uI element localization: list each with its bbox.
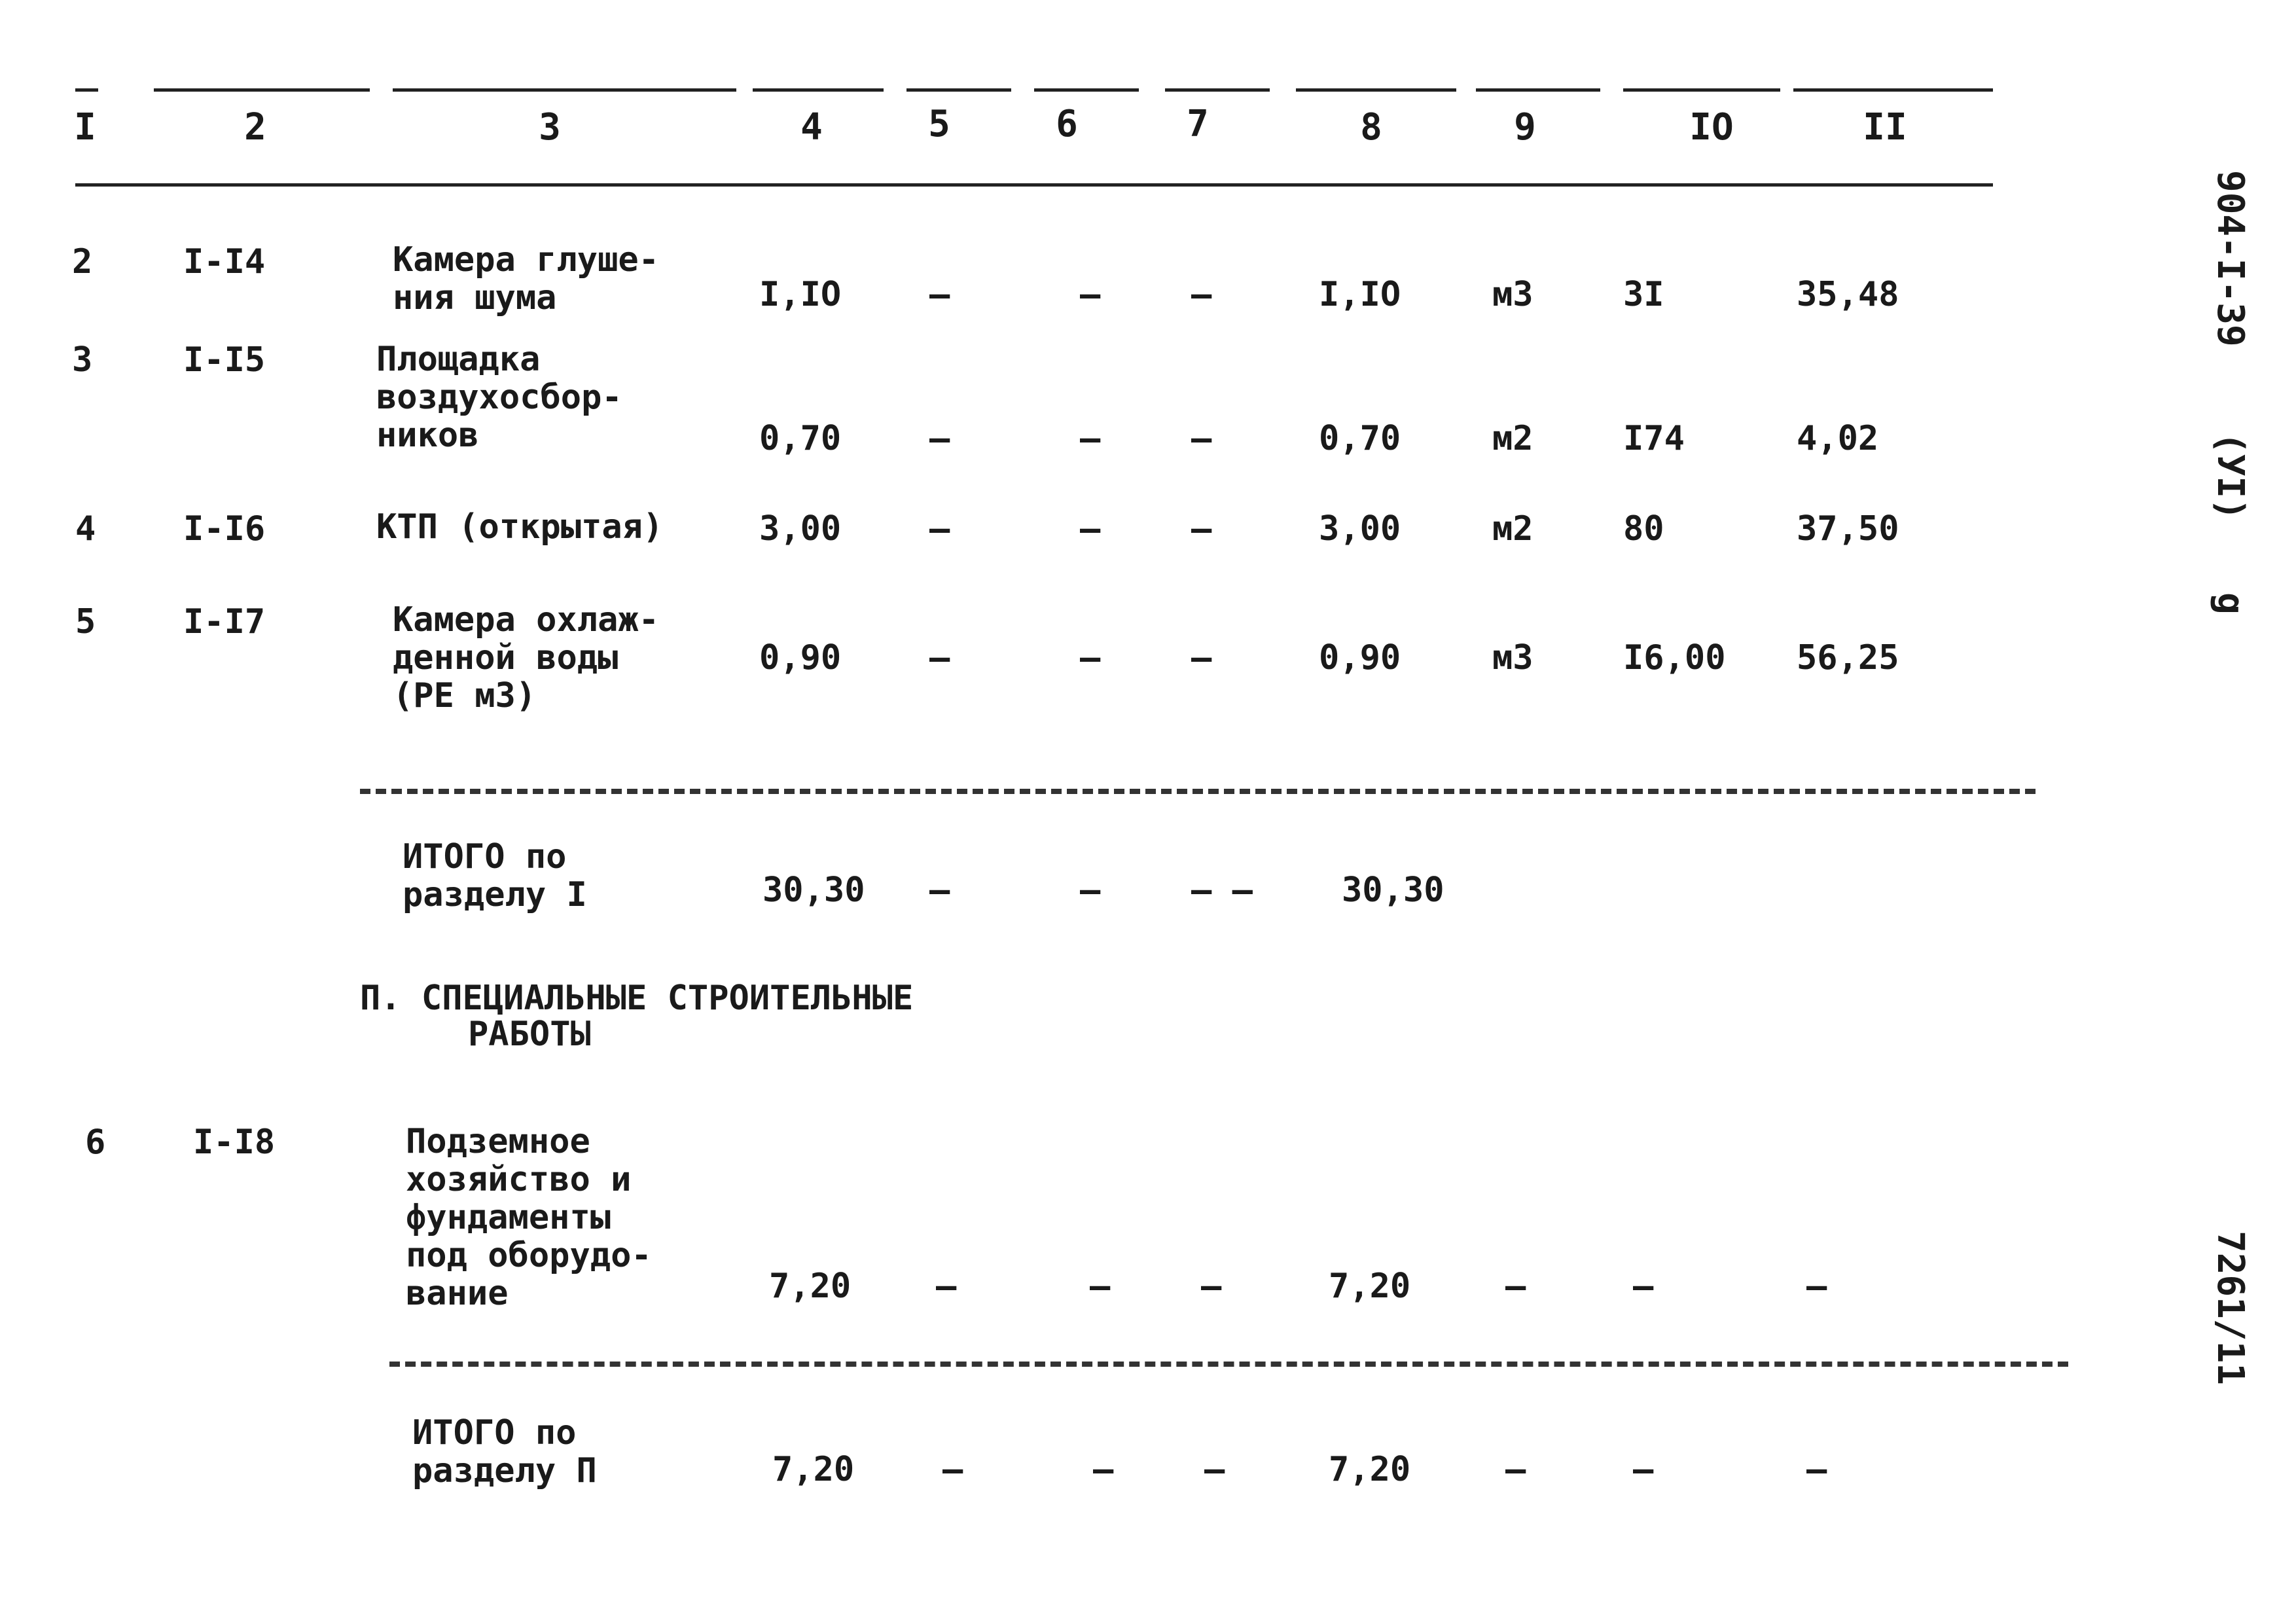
row-name: Камера глуше- ния шума: [393, 240, 659, 317]
row-unit: –: [1505, 1267, 1526, 1306]
row-col10: 80: [1623, 509, 1664, 549]
row-col8: 3,00: [1319, 509, 1401, 549]
row-col10: –: [1633, 1267, 1654, 1306]
row-unit: м3: [1492, 638, 1534, 677]
row-col8: 7,20: [1329, 1267, 1411, 1306]
row-code: I-I8: [193, 1123, 276, 1162]
row-col11: 56,25: [1797, 638, 1899, 677]
total-col5: –: [929, 871, 950, 910]
row-name: Подземное хозяйство и фундаменты под оборудо- вание: [406, 1122, 652, 1313]
col-header-6: 6: [1056, 103, 1078, 145]
row-unit: м2: [1492, 509, 1534, 549]
document-part: (УI): [2209, 432, 2251, 520]
col-header-2: 2: [244, 106, 266, 149]
row-code: I-I5: [183, 340, 266, 380]
row-col10: I6,00: [1623, 638, 1726, 677]
row-number: 4: [75, 509, 96, 549]
row-col4: I,IO: [759, 275, 842, 314]
row-code: I-I6: [183, 509, 266, 549]
row-number: 5: [75, 602, 96, 641]
row-col8: 0,90: [1319, 638, 1401, 677]
col-header-1: I: [74, 106, 96, 149]
total-col6: –: [1080, 871, 1101, 910]
total-col8: 30,30: [1342, 871, 1444, 910]
row-col5: –: [929, 419, 950, 458]
row-col10: 3I: [1623, 275, 1664, 314]
row-col8: 0,70: [1319, 419, 1401, 458]
col-header-10: IO: [1689, 106, 1734, 149]
row-col5: –: [936, 1267, 957, 1306]
total-col8: 7,20: [1329, 1450, 1411, 1489]
total-col11: –: [1806, 1450, 1827, 1489]
row-col7: –: [1201, 1267, 1222, 1306]
row-col11: 35,48: [1797, 275, 1899, 314]
section-title: П. СПЕЦИАЛЬНЫЕ СТРОИТЕЛЬНЫЕ: [360, 979, 914, 1018]
page-mark: g: [2209, 592, 2251, 615]
row-col6: –: [1090, 1267, 1111, 1306]
row-col4: 0,90: [759, 638, 842, 677]
row-unit: м3: [1492, 275, 1534, 314]
total-col4: 30,30: [762, 871, 865, 910]
col-header-4: 4: [800, 106, 823, 149]
row-col4: 7,20: [769, 1267, 852, 1306]
row-col7: –: [1191, 419, 1212, 458]
header-bottom-rule: [75, 183, 1993, 187]
document-code: 904-I-39: [2209, 170, 2251, 347]
row-number: 6: [85, 1123, 106, 1162]
row-number: 3: [72, 340, 93, 380]
row-name: КТП (открытая): [376, 507, 664, 547]
total-col4: 7,20: [772, 1450, 855, 1489]
row-col8: I,IO: [1319, 275, 1401, 314]
total-label: ИТОГО по разделу I: [403, 837, 587, 914]
total-col6: –: [1093, 1450, 1114, 1489]
row-col6: –: [1080, 509, 1101, 549]
total-unit: –: [1505, 1450, 1526, 1489]
row-col6: –: [1080, 419, 1101, 458]
row-col6: –: [1080, 275, 1101, 314]
row-code: I-I7: [183, 602, 266, 641]
total-label: ИТОГО по разделу П: [412, 1413, 597, 1490]
row-col5: –: [929, 275, 950, 314]
col-header-11: II: [1863, 106, 1907, 149]
row-col11: 37,50: [1797, 509, 1899, 549]
total-col10: –: [1633, 1450, 1654, 1489]
row-col7: –: [1191, 509, 1212, 549]
total-col7: – –: [1191, 871, 1253, 910]
total-col7: –: [1204, 1450, 1225, 1489]
col-header-7: 7: [1187, 103, 1209, 145]
row-code: I-I4: [183, 242, 266, 281]
sheet-number: 7261/11: [2209, 1231, 2251, 1386]
section-title-line2: РАБОТЫ: [468, 1015, 591, 1054]
row-col7: –: [1191, 638, 1212, 677]
col-header-8: 8: [1360, 106, 1382, 149]
row-name: Камера охлаж- денной воды (РЕ м3): [393, 600, 659, 715]
col-header-3: 3: [539, 106, 561, 149]
row-col10: I74: [1623, 419, 1685, 458]
row-col11: 4,02: [1797, 419, 1879, 458]
col-header-9: 9: [1514, 106, 1536, 149]
row-col11: –: [1806, 1267, 1827, 1306]
row-col6: –: [1080, 638, 1101, 677]
col-header-5: 5: [928, 103, 950, 145]
row-col4: 3,00: [759, 509, 842, 549]
row-col5: –: [929, 509, 950, 549]
row-col7: –: [1191, 275, 1212, 314]
section2-divider: [389, 1362, 2068, 1367]
section1-divider: [360, 789, 2036, 794]
row-col5: –: [929, 638, 950, 677]
total-col5: –: [942, 1450, 963, 1489]
row-col4: 0,70: [759, 419, 842, 458]
row-unit: м2: [1492, 419, 1534, 458]
row-number: 2: [72, 242, 93, 281]
row-name: Площадка воздухосбор- ников: [376, 340, 622, 455]
